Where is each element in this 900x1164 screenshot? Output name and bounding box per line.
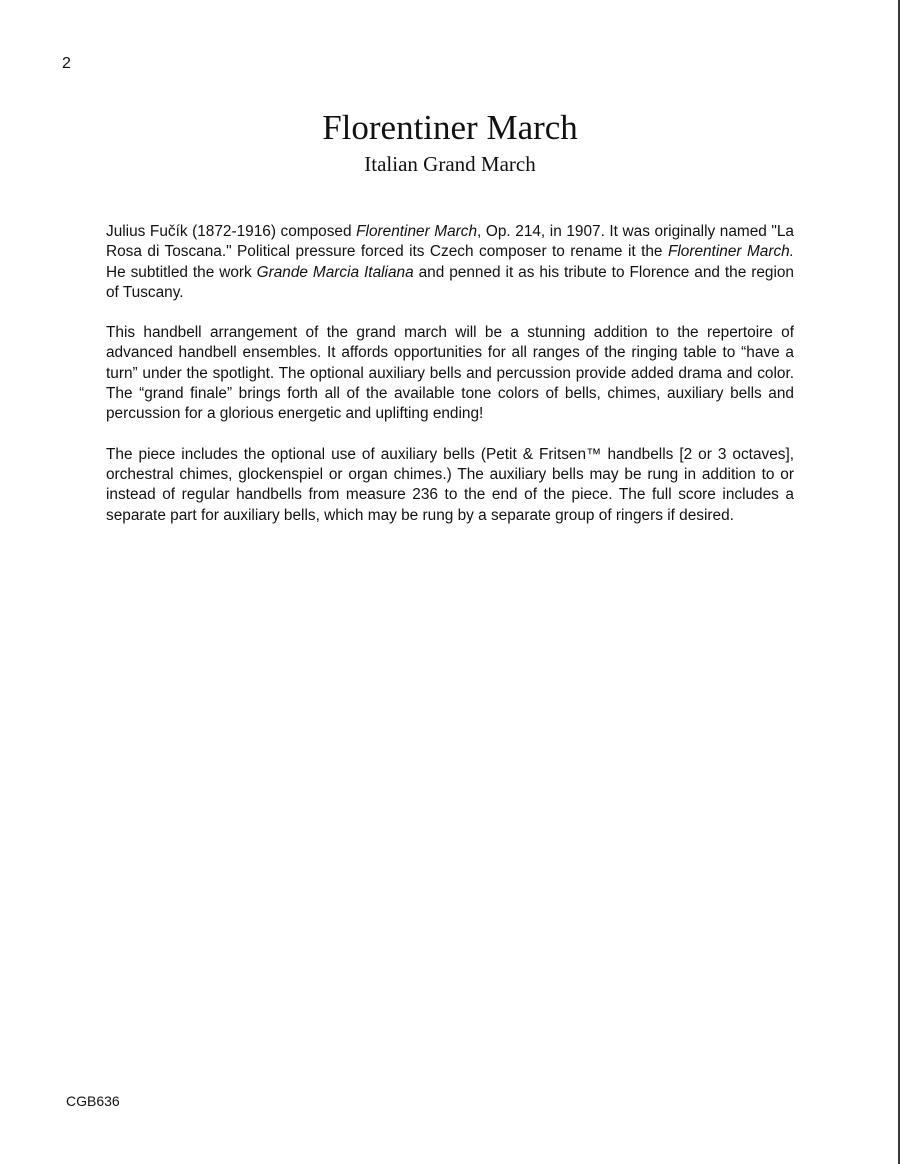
subtitle-italic: Grande Marcia Italiana [256, 263, 414, 281]
paragraph-history [106, 222, 794, 303]
page-subtitle: Italian Grand March [364, 152, 536, 176]
paragraph-auxiliary-bells: The piece includes the optional use of auxiliary bells (Petit & Fritsen™ handbells [2 or 3 octaves], orchestral chimes, glockenspiel or organ chimes.) The auxiliary bells may be rung in addition to or instead of regular handbells from measure 236 to the end of the piece. The full score includes a separate part for auxiliary bells, which may be rung by a separate group of ringers if desired. [106, 445, 794, 524]
page-title: Florentiner March [322, 108, 578, 147]
history-text-3: He subtitled the work [106, 263, 257, 281]
history-text-4: and penned it as his tribute to Florence and the region of Tuscany. [106, 263, 794, 301]
paragraph-arrangement: This handbell arrangement of the grand march will be a stunning addition to the repertoire of advanced handbell ensembles. It affords opportunities for all ranges of the ringing table to “have a turn” under the spotlight. The optional auxiliary bells and percussion provide added drama and color. The “grand finale” brings forth all of the available tone colors of bells, chimes, auxiliary bells and percussion for a glorious energetic and uplifting ending! [106, 324, 794, 423]
catalog-code: CGB636 [66, 1093, 120, 1109]
page-number: 2 [62, 55, 71, 72]
work-title-italic-2: Florentiner March. [667, 243, 794, 261]
body-text [106, 222, 794, 546]
work-title-italic: Florentiner March [356, 223, 478, 240]
history-text-2: , Op. 214, in 1907. It was originally named "La Rosa di Toscana." Political pressure forced its Czech composer to rename it the [106, 223, 794, 261]
history-text-1: Julius Fučík (1872-1916) composed [106, 223, 357, 240]
